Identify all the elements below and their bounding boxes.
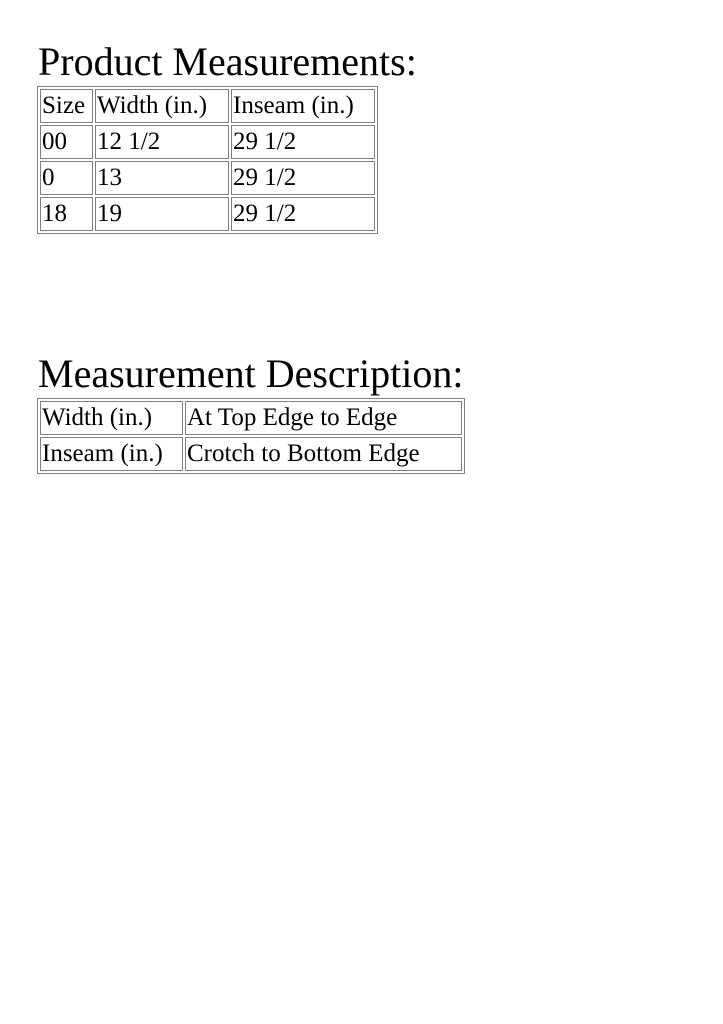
header-inseam: Inseam (in.) — [231, 89, 375, 123]
cell-width: 12 1/2 — [95, 125, 229, 159]
measurement-description-table — [37, 398, 465, 474]
cell-size: 0 — [40, 161, 93, 195]
table-row — [40, 197, 375, 231]
product-measurements-table — [37, 86, 378, 234]
measurement-description-title: Measurement Description: — [38, 351, 464, 396]
header-size: Size — [40, 89, 93, 123]
header-width: Width (in.) — [95, 89, 229, 123]
cell-measurement-name: Width (in.) — [40, 401, 183, 435]
table-row — [40, 437, 462, 471]
table-row — [40, 161, 375, 195]
table-row — [40, 125, 375, 159]
cell-width: 13 — [95, 161, 229, 195]
cell-measurement-description: Crotch to Bottom Edge — [185, 437, 462, 471]
table-row — [40, 401, 462, 435]
product-measurements-section — [38, 38, 417, 234]
cell-width: 19 — [95, 197, 229, 231]
cell-measurement-name: Inseam (in.) — [40, 437, 183, 471]
cell-inseam: 29 1/2 — [231, 197, 375, 231]
measurement-description-section — [38, 350, 465, 474]
cell-measurement-description: At Top Edge to Edge — [185, 401, 462, 435]
cell-inseam: 29 1/2 — [231, 125, 375, 159]
cell-inseam: 29 1/2 — [231, 161, 375, 195]
table-header-row — [40, 89, 375, 123]
cell-size: 00 — [40, 125, 93, 159]
product-measurements-title: Product Measurements: — [38, 39, 417, 84]
cell-size: 18 — [40, 197, 93, 231]
